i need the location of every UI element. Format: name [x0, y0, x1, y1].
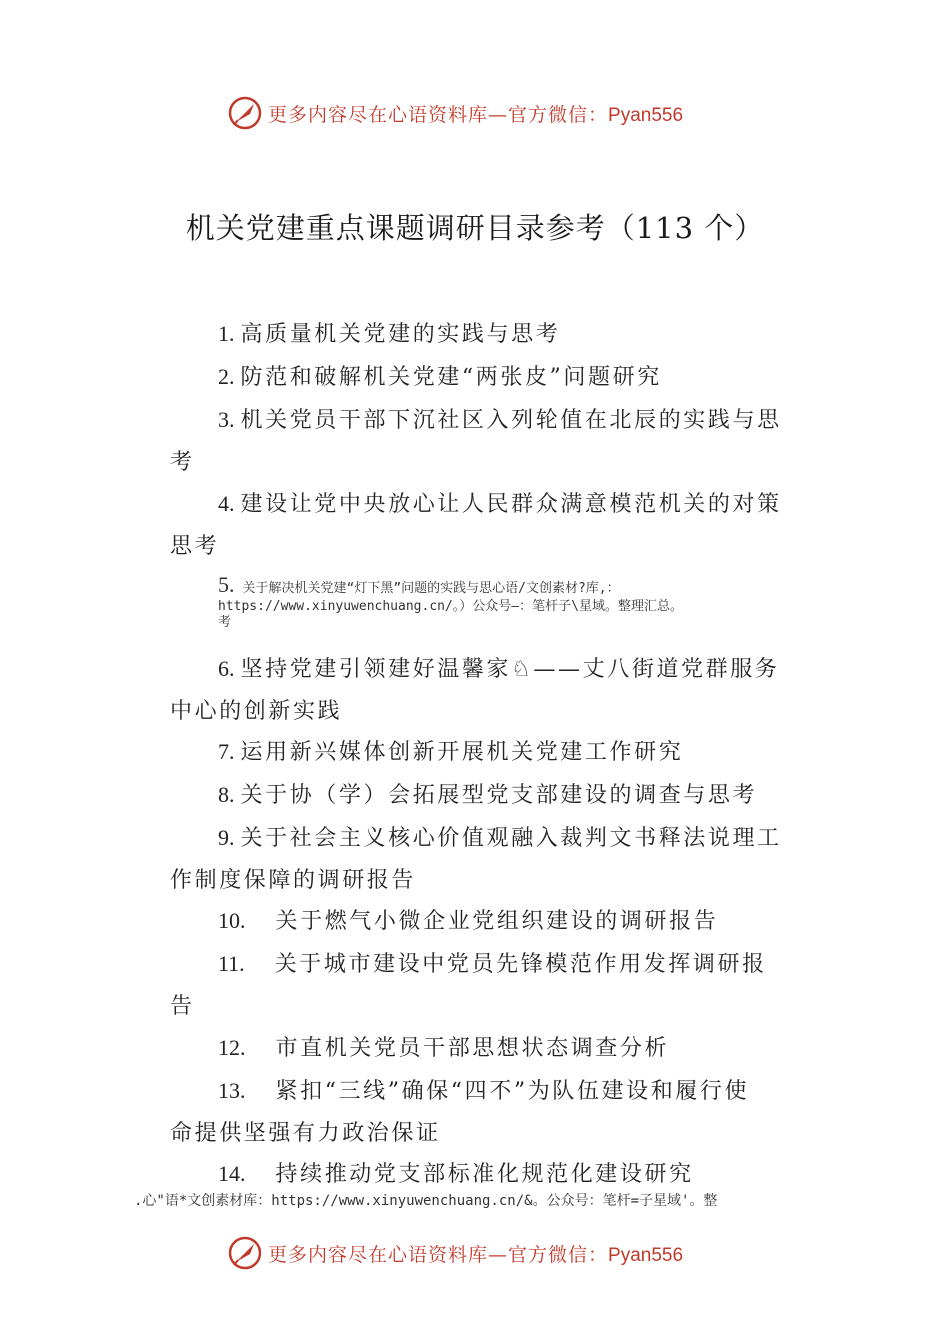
- page-title: 机关党建重点课题调研目录参考（113 个）: [185, 211, 765, 245]
- list-item: 1. 高质量机关党建的实践与思考: [218, 321, 561, 347]
- list-item: 8. 关于协（学）会拓展型党支部建设的调查与思考: [218, 782, 758, 808]
- list-item: 7. 运用新兴媒体创新开展机关党建工作研究: [218, 739, 684, 765]
- list-item: 6. 坚持党建引领建好温馨家♘——丈八街道党群服务 中心的创新实践: [170, 656, 780, 724]
- banner-text: 更多内容尽在心语资料库—官方微信：Pyan556: [268, 1243, 684, 1266]
- list-item: 14. 持续推动党支部标准化规范化建设研究: [218, 1161, 694, 1187]
- quill-logo-icon: [228, 96, 262, 130]
- list-item: 10. 关于燃气小微企业党组织建设的调研报告: [218, 908, 719, 934]
- list-item: 12. 市直机关党员干部思想状态调查分析: [218, 1035, 670, 1061]
- list-item: 11. 关于城市建设中党员先锋模范作用发挥调研报 告: [170, 951, 767, 1019]
- quill-logo-icon: [228, 1236, 262, 1270]
- top-banner: [228, 96, 683, 130]
- list-item: 13. 紧扣“三线”确保“四不”为队伍建设和履行使 命提供坚强有力政治保证: [170, 1078, 750, 1146]
- bottom-banner: [228, 1236, 683, 1270]
- list-item-5: 5. 关于解决机关党建“灯下黑”问题的实践与思心语/文创素材?库,： https://www.xinyuwenchuang.cn/。）公众号—：笔杆子\星域。整理汇总。 考: [218, 572, 683, 630]
- banner-text: 更多内容尽在心语资料库—官方微信：Pyan556: [268, 103, 684, 126]
- list-item: 4. 建设让党中央放心让人民群众满意模范机关的对策 思考: [170, 491, 782, 559]
- list-item: 3. 机关党员干部下沉社区入列轮值在北辰的实践与思 考: [170, 407, 782, 475]
- list-item: 9. 关于社会主义核心价值观融入裁判文书释法说理工 作制度保障的调研报告: [170, 825, 782, 893]
- list-item: 2. 防范和破解机关党建“两张皮”问题研究: [218, 364, 662, 390]
- footer-note: .心"语*文创素材库：https://www.xinyuwenchuang.cn/&。公众号：笔杆=子星域'。整: [134, 1193, 718, 1209]
